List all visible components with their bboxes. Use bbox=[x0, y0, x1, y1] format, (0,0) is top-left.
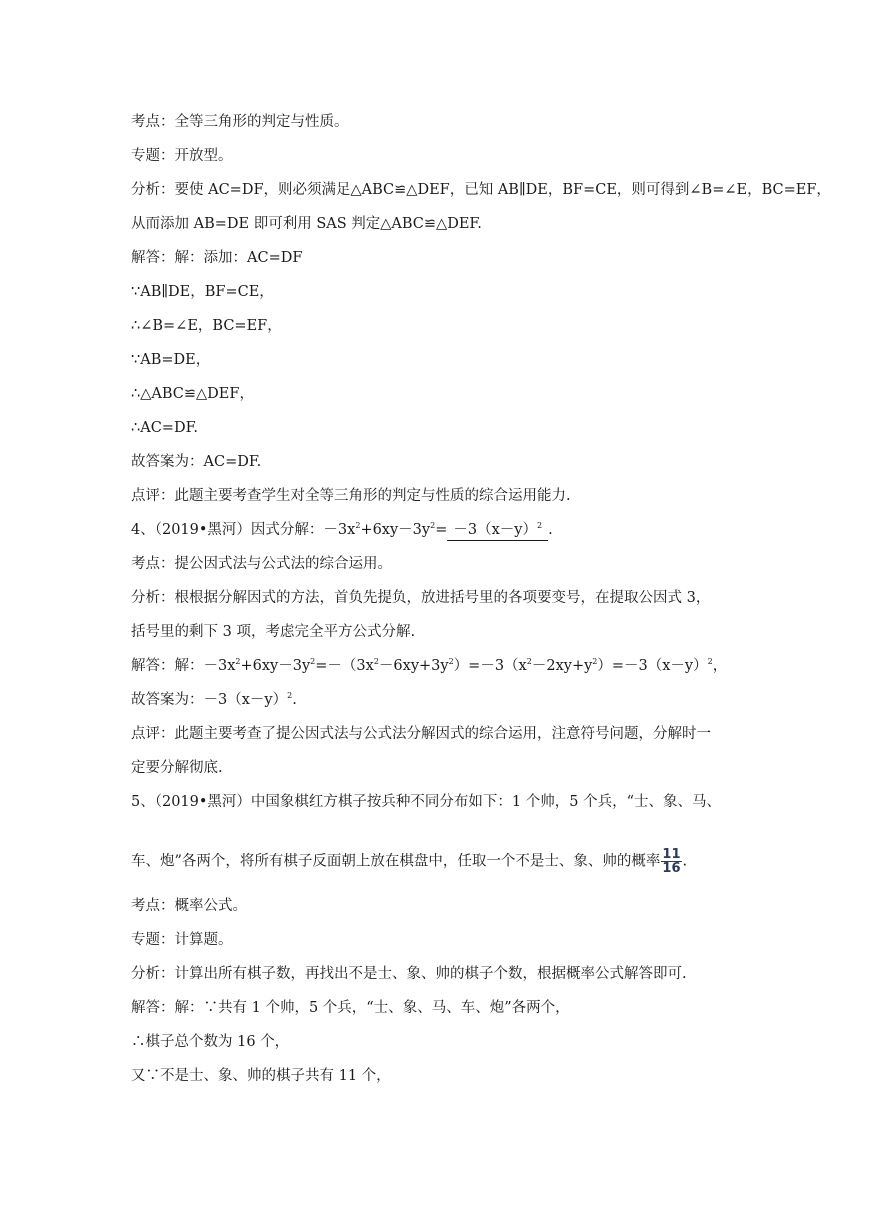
text: －2xy+y bbox=[531, 658, 593, 674]
fenxi-line-2: 从而添加 AB=DE 即可利用 SAS 判定△ABC≌△DEF. bbox=[131, 216, 482, 232]
q4-fenxi-2: 括号里的剩下 3 项，考虑完全平方公式分解. bbox=[131, 624, 416, 640]
text: 故答案为：－3（x－y） bbox=[131, 692, 288, 708]
jieda-line: 解答：解：添加：AC=DF bbox=[131, 250, 303, 266]
q4-p2: +6xy－3y bbox=[360, 522, 431, 538]
kaodian-line: 考点：全等三角形的判定与性质。 bbox=[131, 114, 349, 130]
q4-suffix: . bbox=[548, 522, 553, 538]
question-5-line-2 bbox=[131, 848, 687, 875]
q5-step-2: 又∵不是士、象、帅的棋子共有 11 个， bbox=[131, 1068, 391, 1084]
exponent: 2 bbox=[592, 657, 598, 666]
text: 解答：解：－3x bbox=[131, 658, 236, 674]
dianping-line: 点评：此题主要考查学生对全等三角形的判定与性质的综合运用能力. bbox=[131, 488, 571, 504]
exponent: 2 bbox=[310, 657, 316, 666]
question-4 bbox=[131, 520, 553, 541]
fenxi-line-1: 分析：要使 AC=DF，则必须满足△ABC≌△DEF，已知 AB∥DE，BF=CE，则可得到∠B=∠E，BC=EF， bbox=[131, 182, 831, 198]
text: ）=－3（x－y） bbox=[597, 658, 708, 674]
exponent: 2 bbox=[355, 521, 361, 530]
q5-zhuanti: 专题：计算题。 bbox=[131, 932, 233, 948]
text: +6xy－3y bbox=[240, 658, 311, 674]
q4-jieda bbox=[131, 656, 727, 676]
q5-step-1: ∴棋子总个数为 16 个， bbox=[131, 1034, 290, 1050]
answer-blank bbox=[447, 520, 548, 541]
answer-text: －3（x－y） bbox=[453, 522, 537, 538]
exponent: 2 bbox=[430, 521, 436, 530]
q4-kaodian: 考点：提公因式法与公式法的综合运用。 bbox=[131, 556, 392, 572]
zhuanti-line: 专题：开放型。 bbox=[131, 148, 233, 164]
guda-line: 故答案为：AC=DF. bbox=[131, 454, 262, 470]
text: . bbox=[682, 853, 688, 870]
q4-dianping-2: 定要分解彻底. bbox=[131, 760, 223, 776]
exponent: 2 bbox=[526, 657, 532, 666]
text: ）=－3（x bbox=[453, 658, 527, 674]
q4-guda bbox=[131, 690, 297, 710]
q5-fenxi: 分析：计算出所有棋子数，再找出不是士、象、帅的棋子个数，根据概率公式解答即可. bbox=[131, 966, 687, 982]
exponent: 2 bbox=[235, 657, 241, 666]
text: 车、炮”各两个，将所有棋子反面朝上放在棋盘中，任取一个不是士、象、帅的概率 bbox=[131, 853, 661, 870]
step-line: ∴∠B=∠E，BC=EF， bbox=[131, 318, 282, 334]
question-5-line-1: 5、（2019•黑河）中国象棋红方棋子按兵种不同分布如下：1 个帅，5 个兵，“士、象、马、 bbox=[131, 794, 722, 810]
text: ， bbox=[712, 658, 728, 674]
exponent: 2 bbox=[287, 691, 293, 700]
text: －6xy+3y bbox=[378, 658, 449, 674]
q5-jieda: 解答：解：∵共有 1 个帅，5 个兵，“士、象、马、车、炮”各两个， bbox=[131, 1000, 570, 1016]
fraction-denominator: 16 bbox=[662, 861, 681, 876]
q4-prefix: 4、（2019•黑河）因式分解：－3x bbox=[131, 522, 356, 538]
exponent: 2 bbox=[373, 657, 379, 666]
exponent: 2 bbox=[448, 657, 454, 666]
text: =－（3x bbox=[315, 658, 374, 674]
probability-fraction bbox=[661, 848, 681, 875]
q4-dianping-1: 点评：此题主要考查了提公因式法与公式法分解因式的综合运用，注意符号问题，分解时一 bbox=[131, 726, 711, 742]
step-line: ∵AB∥DE，BF=CE， bbox=[131, 284, 274, 300]
text: . bbox=[292, 692, 297, 708]
exponent: 2 bbox=[536, 521, 543, 530]
step-line: ∵AB=DE， bbox=[131, 352, 211, 368]
fraction-numerator: 11 bbox=[662, 847, 681, 862]
exponent: 2 bbox=[707, 657, 713, 666]
q4-p3: = bbox=[435, 522, 448, 538]
q4-fenxi-1: 分析：根根据分解因式的方法，首负先提负，放进括号里的各项要变号，在提取公因式 3， bbox=[131, 590, 711, 606]
q5-kaodian: 考点：概率公式。 bbox=[131, 898, 247, 914]
step-line: ∴AC=DF. bbox=[131, 420, 198, 436]
step-line: ∴△ABC≌△DEF， bbox=[131, 386, 254, 402]
